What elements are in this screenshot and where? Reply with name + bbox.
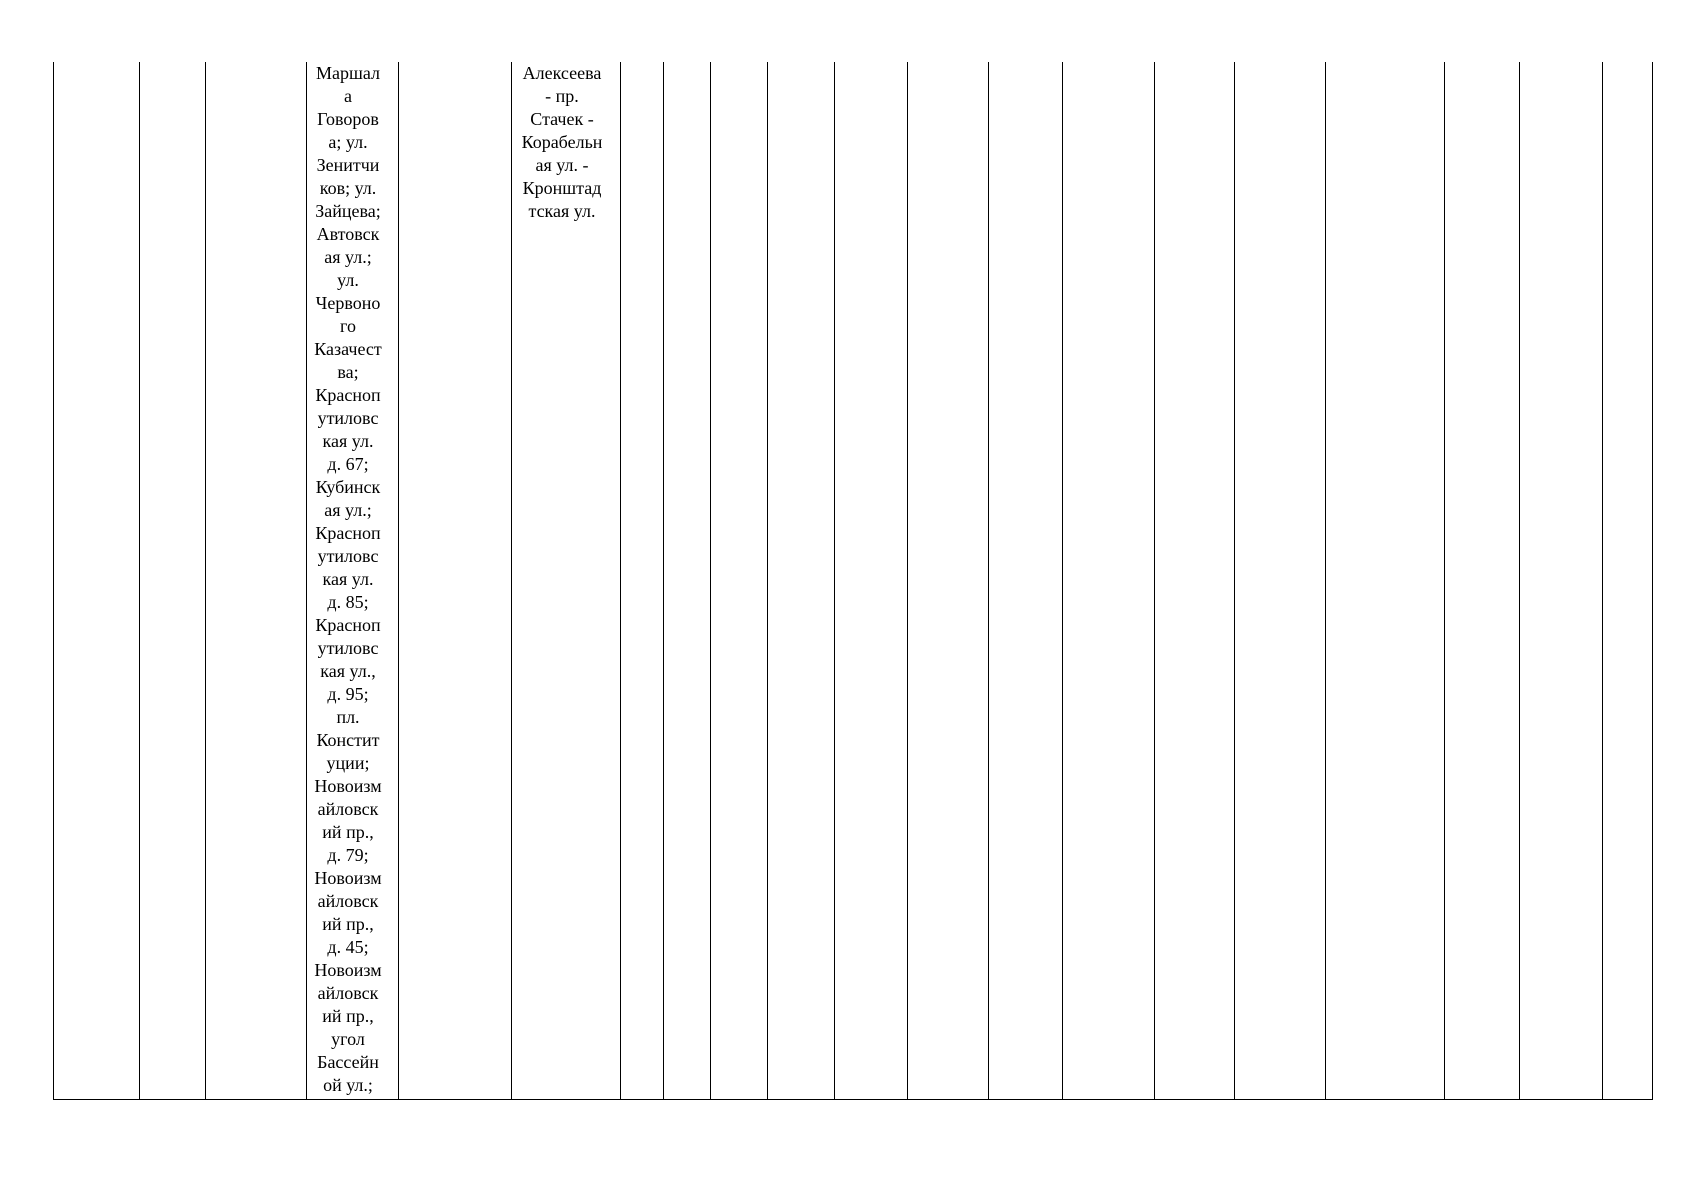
streets-cell: Маршал а Говоров а; ул. Зенитчи ков; ул. Зайцева; Автовск ая ул.; ул. Червоно го Казачест ва; Красноп утиловс кая ул. д. 67; Кубинск ая ул.; Красноп утиловс кая ул. д. 85; Красноп утиловс кая ул., д. 95; пл. Констит уции; Новоизм айловск ий пр., д. 79; Новоизм айловск ий пр., д. 45; Новоизм айловск ий пр., угол Бассейн ой ул.; — [314, 63, 382, 1095]
table-bottom-border — [53, 1099, 1653, 1100]
column-border — [620, 62, 621, 1100]
column-border — [1652, 62, 1653, 1100]
column-border — [663, 62, 664, 1100]
data-table — [53, 62, 1653, 1100]
column-border — [834, 62, 835, 1100]
column-border — [1154, 62, 1155, 1100]
column-border — [1325, 62, 1326, 1100]
route-cell: Алексеева - пр. Стачек - Корабельн ая ул. - Кронштад тская ул. — [521, 63, 603, 221]
column-border — [710, 62, 711, 1100]
column-border — [205, 62, 206, 1100]
column-border — [398, 62, 399, 1100]
column-border — [1062, 62, 1063, 1100]
column-border — [1234, 62, 1235, 1100]
column-border — [1602, 62, 1603, 1100]
column-border — [1519, 62, 1520, 1100]
column-border — [53, 62, 54, 1100]
column-border — [907, 62, 908, 1100]
column-border — [767, 62, 768, 1100]
column-border — [139, 62, 140, 1100]
column-border — [988, 62, 989, 1100]
column-border — [1444, 62, 1445, 1100]
